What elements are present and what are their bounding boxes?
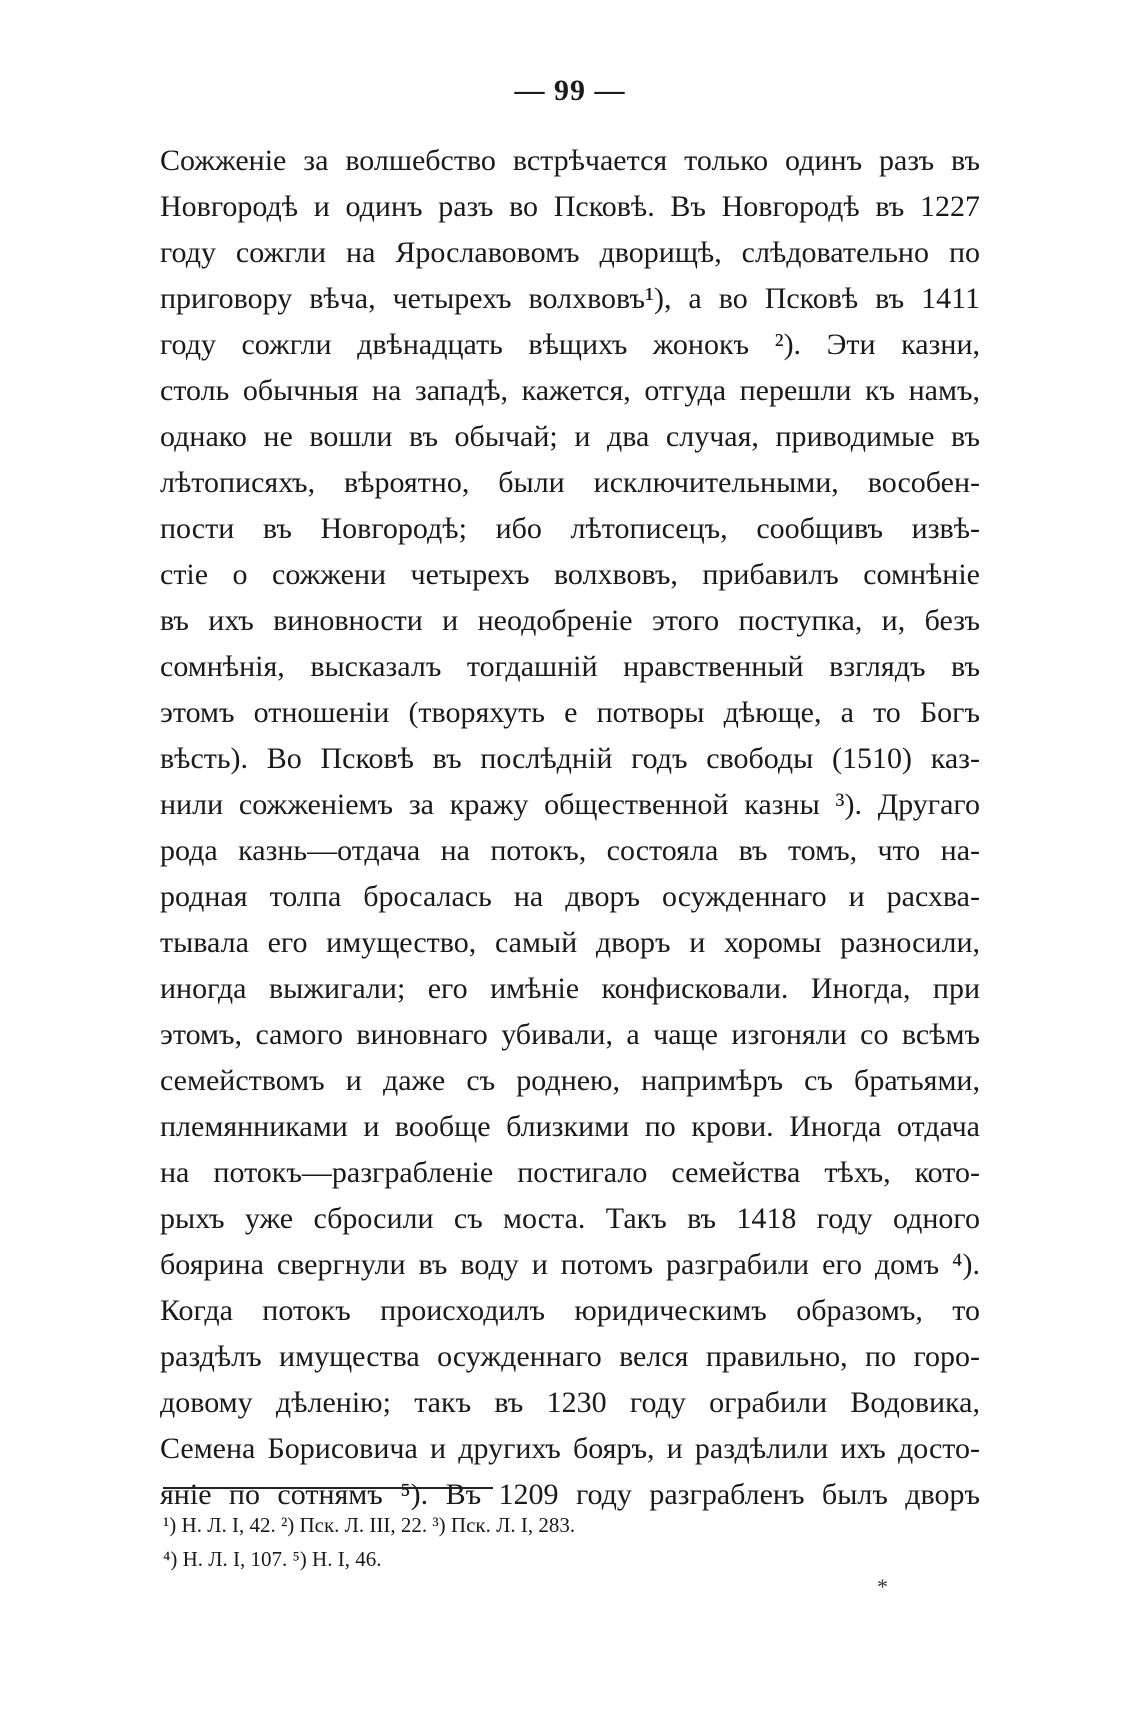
text-line: семействомъ и даже съ роднею, напримѣръ съ братьями, xyxy=(160,1064,980,1097)
footnotes xyxy=(163,1508,863,1576)
text-line: рыхъ уже сбросили съ моста. Такъ въ 1418 году одного xyxy=(160,1202,980,1235)
text-line: году сожгли двѣнадцать вѣщихъ жонокъ ²). Эти казни, xyxy=(160,328,980,361)
text-line: сомнѣнія, высказалъ тогдашній нравственный взглядъ въ xyxy=(160,650,980,683)
text-line: этомъ отношеніи (творяхуть е потворы дѣюще, а то Богъ xyxy=(160,696,980,729)
text-line: на потокъ—разграбленіе постигало семейства тѣхъ, кото- xyxy=(160,1156,980,1189)
text-line: тывала его имущество, самый дворъ и хоромы разносили, xyxy=(160,926,980,959)
footnote-separator xyxy=(163,1487,493,1489)
body-text xyxy=(160,138,980,1518)
text-line: племянниками и вообще близкими по крови. Иногда отдача xyxy=(160,1110,980,1143)
text-line: Новгородѣ и одинъ разъ во Псковѣ. Въ Новгородѣ въ 1227 xyxy=(160,190,980,223)
text-line: въ ихъ виновности и неодобреніе этого поступка, и, безъ xyxy=(160,604,980,637)
text-line: нили сожженіемъ за кражу общественной казны ³). Другаго xyxy=(160,788,980,821)
text-line: пости въ Новгородѣ; ибо лѣтописецъ, сообщивъ извѣ- xyxy=(160,512,980,545)
text-line: боярина свергнули въ воду и потомъ разграбили его домъ ⁴). xyxy=(160,1248,980,1281)
text-line: яніе по сотнямъ ⁵). Въ 1209 году разграбленъ былъ дворъ xyxy=(160,1478,980,1511)
footnote-line: ¹) Н. Л. I, 42. ²) Пск. Л. III, 22. ³) Пск. Л. I, 283. xyxy=(163,1513,576,1537)
text-line: стіе о сожжени четырехъ волхвовъ, прибавилъ сомнѣніе xyxy=(160,558,980,591)
signature-mark: * xyxy=(877,1574,888,1599)
text-line: раздѣлъ имущества осужденнаго велся правильно, по горо- xyxy=(160,1340,980,1373)
text-line: однако не вошли въ обычай; и два случая, приводимые въ xyxy=(160,420,980,453)
text-line: году сожгли на Ярославовомъ дворищѣ, слѣдовательно по xyxy=(160,236,980,269)
text-line: лѣтописяхъ, вѣроятно, были исключительными, вособен- xyxy=(160,466,980,499)
text-line: Когда потокъ происходилъ юридическимъ образомъ, то xyxy=(160,1294,980,1327)
page-number: — 99 — xyxy=(514,74,626,107)
text-line: Семена Борисовича и другихъ бояръ, и раздѣлили ихъ досто- xyxy=(160,1432,980,1465)
text-line: родная толпа бросалась на дворъ осужденнаго и расхва- xyxy=(160,880,980,913)
text-line: довому дѣленію; такъ въ 1230 году ограбили Водовика, xyxy=(160,1386,980,1419)
footnote-line: ⁴) Н. Л. I, 107. ⁵) Н. I, 46. xyxy=(163,1547,382,1571)
text-line: Сожженіе за волшебство встрѣчается только одинъ разъ въ xyxy=(160,144,980,177)
text-line: приговору вѣча, четырехъ волхвовъ¹), а во Псковѣ въ 1411 xyxy=(160,282,980,315)
text-line: рода казнь—отдача на потокъ, состояла въ томъ, что на- xyxy=(160,834,980,867)
text-line: вѣсть). Во Псковѣ въ послѣдній годъ свободы (1510) каз- xyxy=(160,742,980,775)
text-line: этомъ, самого виновнаго убивали, а чаще изгоняли со всѣмъ xyxy=(160,1018,980,1051)
text-line: столь обычныя на западѣ, кажется, отгуда перешли къ намъ, xyxy=(160,374,980,407)
text-line: иногда выжигали; его имѣніе конфисковали. Иногда, при xyxy=(160,972,980,1005)
